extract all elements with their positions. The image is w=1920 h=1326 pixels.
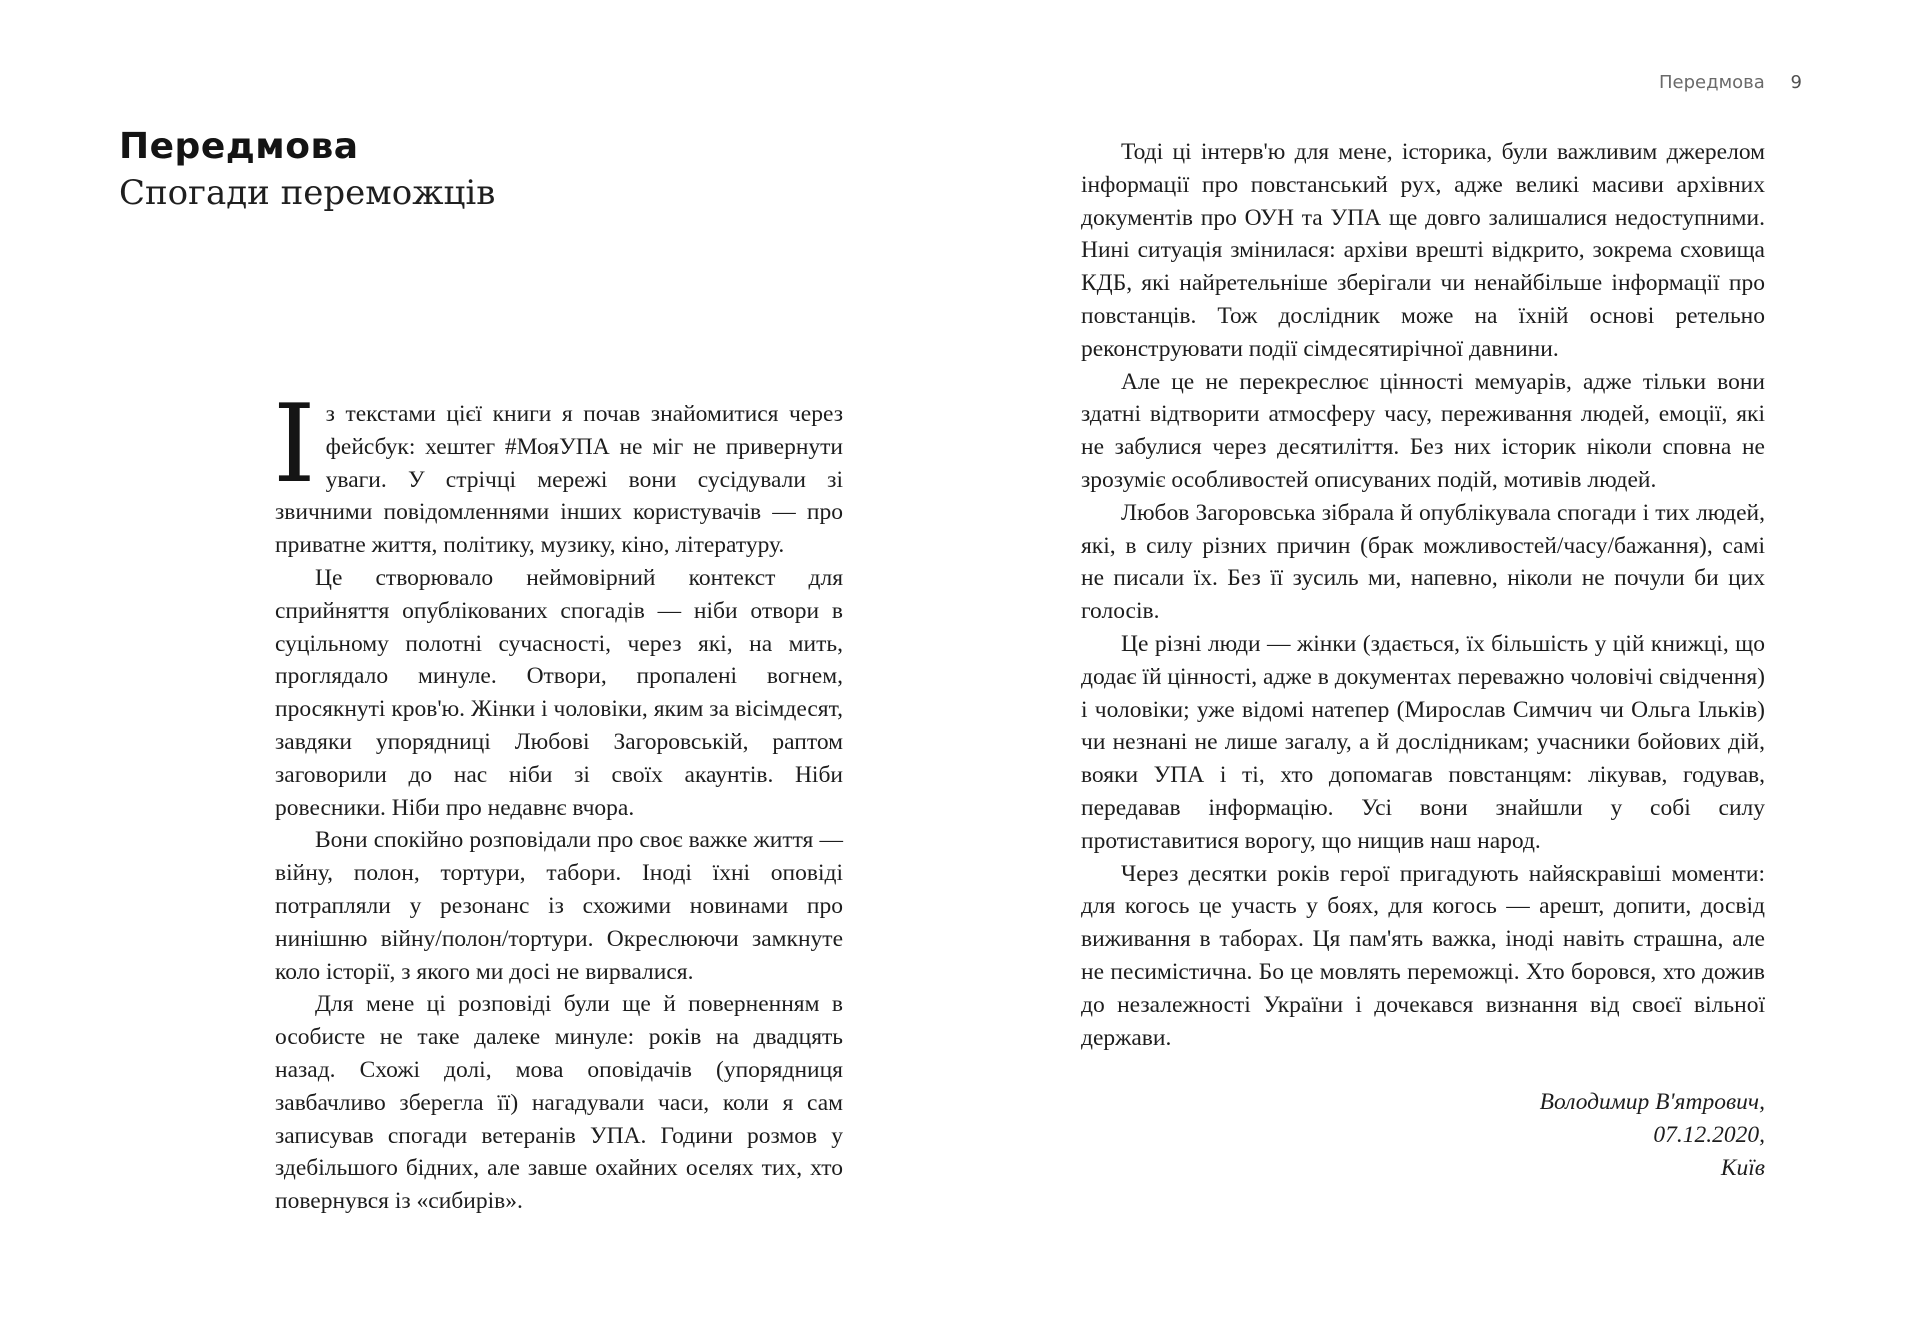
paragraph: Для мене ці розповіді були ще й поверненням в особисте не таке далеке минуле: років на двадцять назад. Схожі долі, мова оповідачів (упорядниця завбачливо зберегла її) нагадували часи, коли я сам записував спогади ветеранів УПА. Години розмов у здебільшого бідних, але завше охайних оселях тих, хто повернувся із «сибирів». <box>275 991 843 1215</box>
paragraph: Але це не перекреслює цінності мемуарів, адже тільки вони здатні відтворити атмосферу часу, переживання людей, емоції, які не забулися через десятиліття. Без них історик ніколи сповна не зрозуміє особливостей описуваних подій, мотивів людей. <box>1081 368 1765 493</box>
running-header <box>1659 72 1802 93</box>
left-text-column <box>273 382 843 1218</box>
paragraph: Любов Загоровська зібрала й опублікувала спогади і тих людей, які, в силу різних причин (брак можливостей/часу/бажання), самі не писали їх. Без її зусиль ми, напевно, ніколи не почули би цих голосів. <box>1081 499 1765 625</box>
signature-block <box>1540 1086 1765 1184</box>
paragraph: Вони спокійно розповідали про своє важке життя — війну, полон, тортури, табори. Іноді їхні оповіді потрапляли у резонанс із схожими новинами про нинішню війну/полон/тортури. Окреслюючи замкнуте коло історії, з якого ми досі не вирвалися. <box>275 827 843 985</box>
chapter-subtitle: Спогади переможців <box>119 173 496 213</box>
paragraph-text: з текстами цієї книги я почав знайомитися через фейсбук: хештег #МояУПА не міг не привернути уваги. У стрічці мережі вони сусідували зі звичними повідомленнями інших користувачів — про приватне життя, політику, музику, кіно, літературу. <box>275 401 843 559</box>
paragraph: Це різні люди — жінки (здається, їх більшість у цій книжці, що додає їй цінності, адже в документах переважно чоловічі свідчення) і чоловіки; уже відомі натепер (Мирослав Симчич чи Ольга Ільків) чи незнані не лише загалу, а й дослідникам; учасники бойових дій, вояки УПА і ті, хто допомагав повстанцям: лікував, годував, передавав інформацію. Усі вони знайшли у собі силу протиставитися ворогу, що нищив наш народ. <box>1081 630 1765 854</box>
right-text-column <box>1081 136 1765 1054</box>
signature-author: Володимир В'ятрович, <box>1539 1089 1765 1115</box>
paragraph: Тоді ці інтерв'ю для мене, історика, були важливим джерелом інформації про повстанський рух, адже великі масиви архівних документів про ОУН та УПА ще довго залишалися недоступними. Нині ситуація змінилася: архіви врешті відкрито, зокрема сховища КДБ, які найретельніше зберігали чи ненайбільше інформації про повстанців. Тож дослідник може на їхній основі ретельно реконструювати події сімдесятирічної давнини. <box>1081 139 1765 362</box>
paragraph <box>273 382 843 562</box>
paragraph: Це створювало неймовірний контекст для сприйняття опублікованих спогадів — ніби отвори в суцільному полотні сучасності, через які, на мить, проглядало минуле. Отвори, пропалені вогнем, просякнуті кров'ю. Жінки і чоловіки, яким за вісімдесят, завдяки упорядниці Любові Загоровській, раптом заговорили до нас ніби зі своїх акаунтів. Ніби ровесники. Ніби про недавнє вчора. <box>275 564 843 821</box>
signature-place: Київ <box>1720 1154 1765 1181</box>
signature-date: 07.12.2020, <box>1653 1121 1765 1148</box>
chapter-title: Передмова <box>119 126 359 167</box>
running-title: Передмова <box>1659 72 1765 93</box>
page-number: 9 <box>1790 72 1802 93</box>
chapter-heading <box>119 124 759 216</box>
drop-cap: І <box>273 382 316 507</box>
paragraph: Через десятки років герої пригадують найяскравіші моменти: для когось це участь у боях, для когось — арешт, допити, досвід виживання в таборах. Ця пам'ять важка, іноді навіть страшна, але не песимістична. Бо це мовлять переможці. Хто боровся, хто дожив до незалежності України і дочекався визнання від своєї вільної держави. <box>1081 860 1765 1051</box>
